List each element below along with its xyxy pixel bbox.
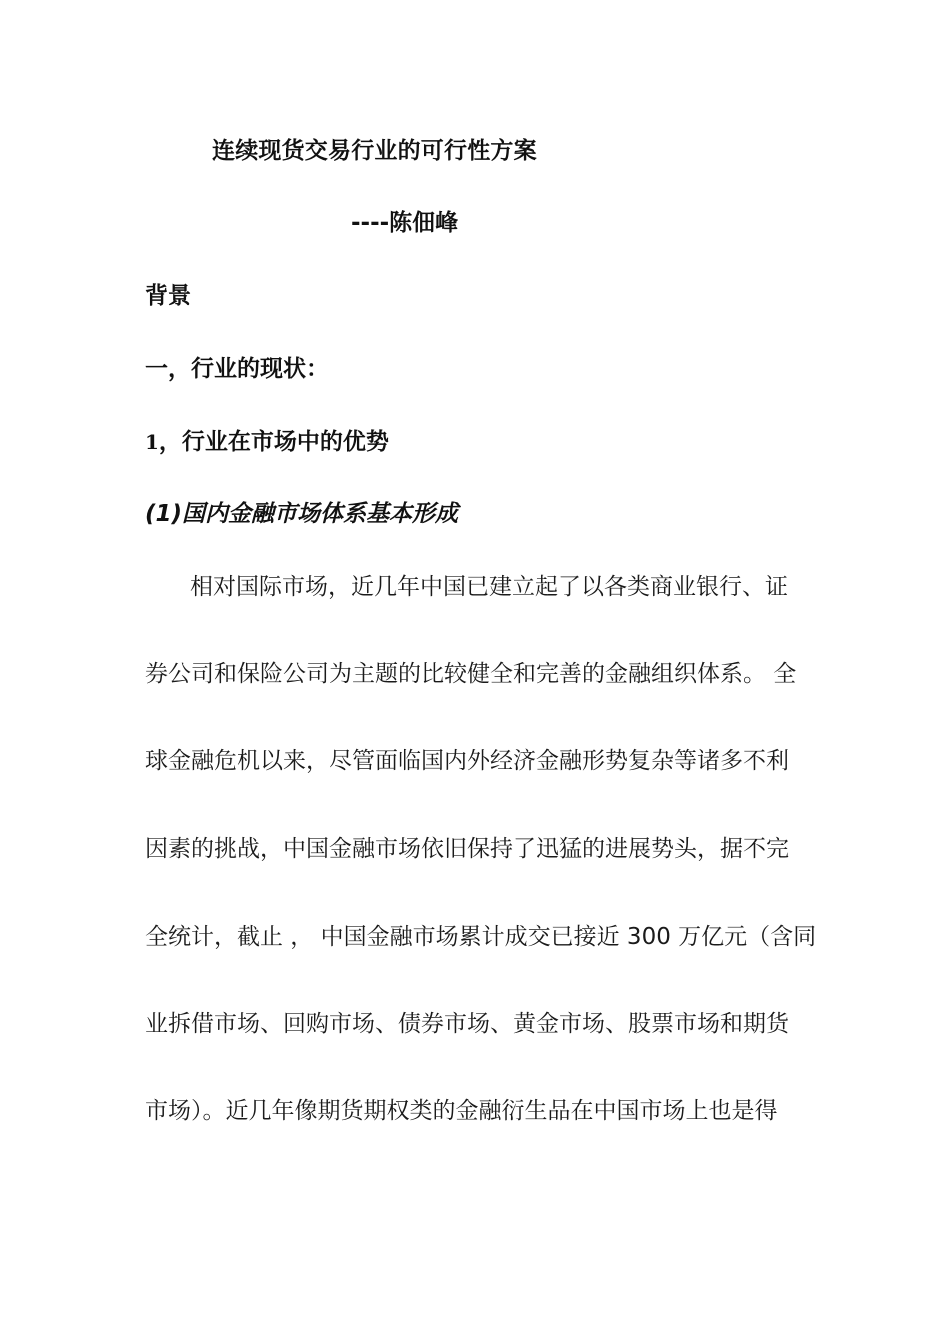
section-heading-current-status: 一，行业的现状： — [145, 356, 329, 382]
paragraph-line: 全统计，截止 ， 中国金融市场累计成交已接近 300 万亿元（含同 — [145, 924, 817, 950]
subheading-financial-system: (1)国内金融市场体系基本形成 — [145, 501, 459, 527]
paragraph-line: 市场）。近几年像期货期权类的金融衍生品在中国市场上也是得 — [145, 1098, 778, 1124]
paragraph-line: 业拆借市场、回购市场、债券市场、黄金市场、股票市场和期货 — [145, 1011, 789, 1037]
document-author: ----陈佃峰 — [351, 210, 459, 236]
paragraph-line: 相对国际市场，近几年中国已建立起了以各类商业银行、证 — [190, 574, 788, 600]
subsection-number: 1 — [145, 430, 159, 454]
paragraph-line: 因素的挑战，中国金融市场依旧保持了迅猛的进展势头，据不完 — [145, 836, 789, 862]
section-heading-background: 背景 — [145, 283, 191, 309]
subsection-text: ，行业在市场中的优势 — [158, 429, 389, 455]
paragraph-line: 球金融危机以来，尽管面临国内外经济金融形势复杂等诸多不利 — [145, 748, 789, 774]
document-title: 连续现货交易行业的可行性方案 — [212, 138, 537, 164]
subsection-heading-advantages — [145, 431, 389, 454]
paragraph-line: 券公司和保险公司为主题的比较健全和完善的金融组织体系。 全 — [145, 661, 797, 687]
